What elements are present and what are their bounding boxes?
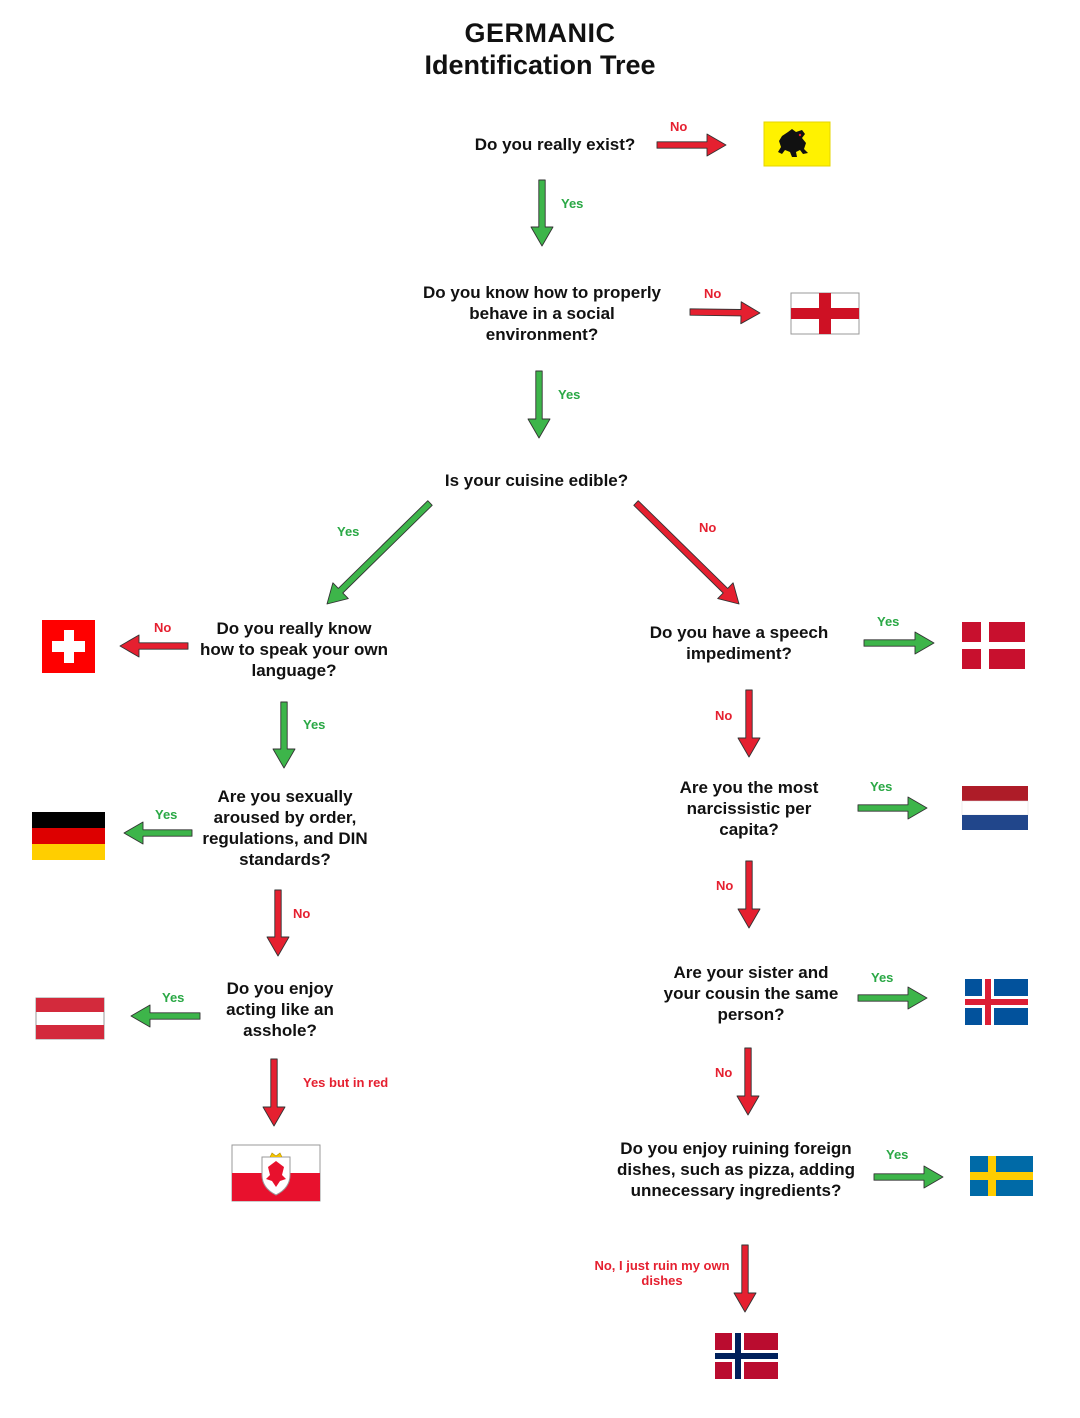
arrow-q5-no — [267, 890, 289, 956]
england-flag-icon — [791, 293, 859, 334]
label-q3-yes: Yes — [337, 524, 360, 539]
arrow-q9-no — [737, 1048, 759, 1115]
iceland-flag-icon — [965, 979, 1028, 1025]
diagram-title-line2: Identification Tree — [424, 50, 656, 80]
question-narcissistic: Are you the most narcissistic per capita? — [679, 778, 819, 839]
label-q7-no: No — [715, 708, 733, 723]
arrow-q6-yes — [131, 1005, 200, 1027]
question-speech: Do you have a speech impediment? — [649, 623, 829, 663]
south-tyrol-flag-icon — [232, 1145, 320, 1201]
arrow-q1-yes — [531, 180, 553, 246]
label-q5-yes: Yes — [155, 807, 178, 822]
label-q6-yes-but-in-red: Yes but in red — [303, 1075, 389, 1090]
arrow-q3-yes — [327, 501, 432, 604]
arrow-q5-yes — [124, 822, 192, 844]
label-q3-no: No — [699, 520, 717, 535]
label-q2-yes: Yes — [558, 387, 581, 402]
label-q5-no: No — [293, 906, 311, 921]
label-q4-no: No — [154, 620, 172, 635]
denmark-flag-icon — [962, 622, 1025, 669]
question-sister-cousin: Are your sister and your cousin the same person? — [663, 963, 839, 1024]
germany-flag-icon — [32, 812, 105, 860]
norway-flag-icon — [715, 1333, 778, 1379]
label-q4-yes: Yes — [303, 717, 326, 732]
flanders-flag-icon — [764, 122, 830, 166]
arrow-q7-no — [738, 690, 760, 757]
netherlands-flag-icon — [962, 786, 1028, 830]
label-q9-no: No — [715, 1065, 733, 1080]
question-foreign-dishes: Do you enjoy ruining foreign dishes, such as pizza, adding unnecessary ingredients? — [616, 1139, 856, 1200]
austria-flag-icon — [36, 998, 104, 1039]
label-q1-no: No — [670, 119, 688, 134]
question-exist: Do you really exist? — [474, 135, 636, 154]
label-q6-yes: Yes — [162, 990, 185, 1005]
arrow-q10-yes — [874, 1166, 943, 1188]
question-language: Do you really know how to speak your own language? — [200, 619, 388, 680]
arrow-q10-no — [734, 1245, 756, 1312]
label-q1-yes: Yes — [561, 196, 584, 211]
question-din-standards: Are you sexually aroused by order, regulations, and DIN standards? — [202, 787, 368, 869]
arrow-q6-red — [263, 1059, 285, 1126]
label-q8-yes: Yes — [870, 779, 893, 794]
label-q8-no: No — [716, 878, 734, 893]
label-q9-yes: Yes — [871, 970, 894, 985]
arrow-q8-yes — [858, 797, 927, 819]
question-behave: Do you know how to properly behave in a social environment? — [423, 283, 661, 344]
arrow-q2-yes — [528, 371, 550, 438]
label-q2-no: No — [704, 286, 722, 301]
arrow-q9-yes — [858, 987, 927, 1009]
sweden-flag-icon — [970, 1156, 1033, 1196]
switzerland-flag-icon — [42, 620, 95, 673]
label-q7-yes: Yes — [877, 614, 900, 629]
diagram-title-line1: GERMANIC — [464, 18, 616, 48]
label-q10-yes: Yes — [886, 1147, 909, 1162]
arrow-q3-no — [634, 501, 739, 604]
arrow-q2-no — [690, 302, 760, 324]
arrow-q1-no — [657, 134, 726, 156]
question-asshole: Do you enjoy acting like an asshole? — [226, 979, 334, 1040]
arrow-q8-no — [738, 861, 760, 928]
arrow-q4-yes — [273, 702, 295, 768]
arrow-q4-no — [120, 635, 188, 657]
arrow-q7-yes — [864, 632, 934, 654]
label-q10-no: No, I just ruin my own dishes — [594, 1258, 730, 1288]
question-cuisine: Is your cuisine edible? — [444, 471, 629, 490]
